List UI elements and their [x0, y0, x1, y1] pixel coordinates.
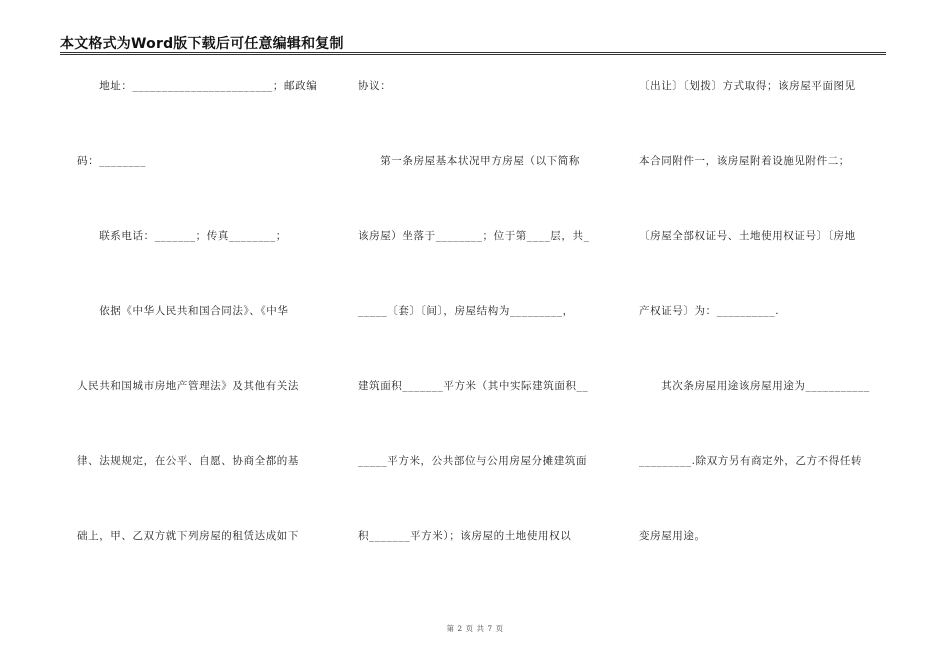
text-line: 建筑面积_______平方米（其中实际建筑面积__: [358, 380, 589, 392]
text-line: 本合同附件一，该房屋附着设施见附件二；: [639, 155, 850, 167]
page-number-footer: 第 2 页 共 7 页: [446, 624, 504, 633]
text-line: 第一条房屋基本状况甲方房屋（以下简称: [358, 155, 580, 167]
text-line: 该房屋）坐落于________；位于第____层，共_: [358, 230, 590, 242]
text-line: 码：________: [77, 155, 146, 167]
text-line: 依据《中华人民共和国合同法》、《中华: [77, 305, 289, 317]
text-line: 础上，甲、乙双方就下列房屋的租赁达成如下: [77, 530, 299, 542]
text-line: 其次条房屋用途该房屋用途为___________: [639, 380, 870, 392]
text-line: 产权证号〕为：__________.: [639, 305, 780, 317]
text-line: 变房屋用途。: [639, 530, 706, 542]
header-rule-bottom: [60, 54, 886, 55]
text-line: 积_______平方米）；该房屋的土地使用权以: [358, 530, 572, 542]
text-line: 人民共和国城市房地产管理法》及其他有关法: [77, 380, 299, 392]
text-line: 联系电话：_______；传真________；: [77, 230, 287, 242]
text-line: _____平方米，公共部位与公用房屋分摊建筑面: [358, 455, 588, 467]
document-header-title: 本文格式为Word版下载后可任意编辑和复制: [60, 36, 344, 52]
text-line: 地址：________________________；邮政编: [77, 80, 318, 92]
text-line: 〔房屋全部权证号、土地使用权证号〕〔房地: [639, 230, 856, 242]
header-rule-top: [60, 52, 886, 53]
text-line: _____〔套〕〔间〕，房屋结构为_________，: [358, 305, 574, 317]
text-line: _________.除双方另有商定外，乙方不得任转: [639, 455, 863, 467]
text-line: 〔出让〕〔划拨〕方式取得；该房屋平面图见: [639, 80, 856, 92]
text-line: 协议：: [358, 80, 392, 92]
text-line: 律、法规规定，在公平、自愿、协商全都的基: [77, 455, 299, 467]
